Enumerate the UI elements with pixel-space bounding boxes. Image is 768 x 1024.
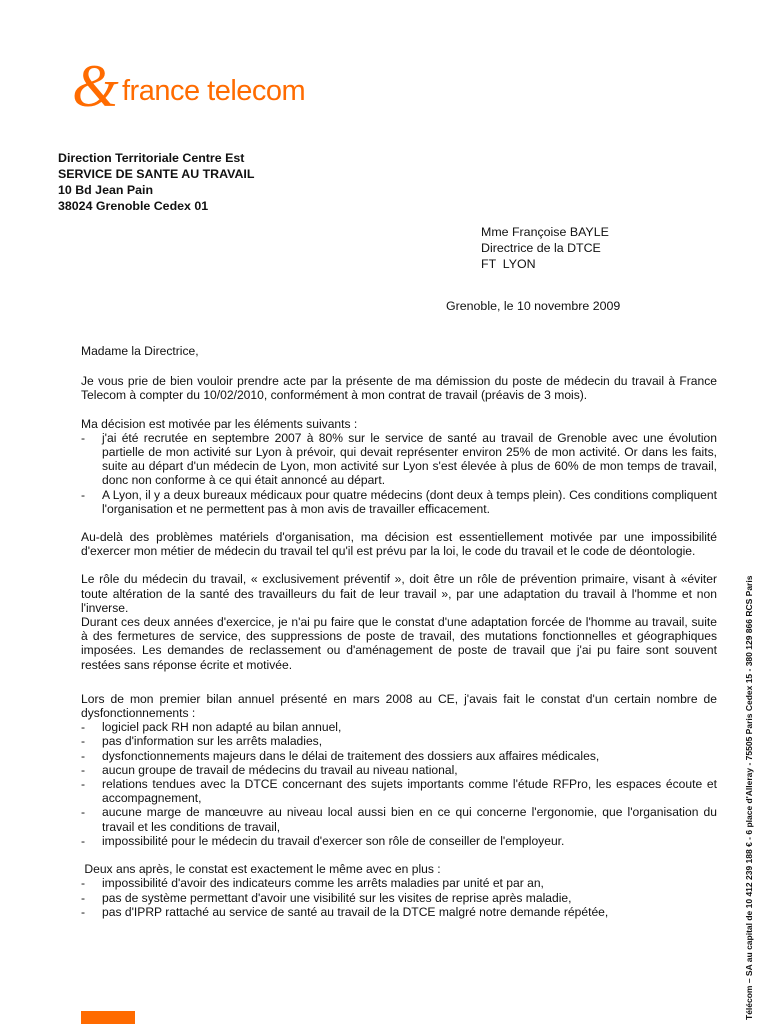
paragraph-first-report-intro: Lors de mon premier bilan annuel présenté en mars 2008 au CE, j'avais fait le constat d'un certain nombre de dysfonctionnements : [81, 691, 717, 721]
france-telecom-logo [72, 53, 317, 119]
sender-line-4: 38024 Grenoble Cedex 01 [58, 199, 209, 213]
dysfunction-item: - aucune marge de manœuvre au niveau local aussi bien en ce qui concerne l'ergonomie, que l'organisation du travail et les conditions de travail, [81, 805, 717, 833]
reason-item: - j'ai été recrutée en septembre 2007 à 80% sur le service de santé au travail de Grenoble avec une évolution partielle de mon activité sur Lyon à prévoir, qui devait représenter environ 25% de mon activité. Or dans les faits, suite au départ d'un médecin de Lyon, mon activité sur Lyon s'est élevée à plus de 60% de mon temps de travail, donc non conforme à ce qui était annoncé au départ. [81, 431, 717, 488]
footer-orange-bar [81, 1011, 135, 1024]
dysfunction-item: - dysfonctionnements majeurs dans le délai de traitement des dossiers aux affaires médicales, [81, 749, 717, 763]
dysfunction-item: - aucun groupe de travail de médecins du travail au niveau national, [81, 763, 717, 777]
dysfunction-item: - logiciel pack RH non adapté au bilan annuel, [81, 720, 717, 734]
paragraph-experience: Durant ces deux années d'exercice, je n'ai pu faire que le constat d'une adaptation forcée de l'homme au travail, suite à des fermetures de service, des suppressions de poste de travail, des mutations fonctionnelles et géographiques imposées. Les demandes de reclassement ou d'aménagement de poste de travail que j'ai pu faire sont souvent restées sans réponse écrite et motivée. [81, 615, 717, 672]
sender-line-1: Direction Territoriale Centre Est [58, 151, 245, 165]
paragraph-two-years-intro: Deux ans après, le constat est exactement le même avec en plus : [81, 862, 441, 877]
reason-item: - A Lyon, il y a deux bureaux médicaux pour quatre médecins (dont deux à temps plein). Ces conditions compliquent l'organisation et ne permettent pas à mon avis de travailler efficacement. [81, 488, 717, 516]
dysfunction-item: - relations tendues avec la DTCE concernant des sujets importants comme l'étude RFPro, les espaces écoute et accompagnement, [81, 777, 717, 805]
recipient-line-2: Directrice de la DTCE [481, 241, 601, 255]
logo-wordmark: france telecom [122, 75, 306, 107]
additional-issue-item: - pas d'IPRP rattaché au service de santé au travail de la DTCE malgré notre demande répétée, [81, 905, 717, 919]
recipient-line-3: FT LYON [481, 257, 536, 271]
paragraph-motivation: Au-delà des problèmes matériels d'organisation, ma décision est essentiellement motivée par une impossibilité d'exercer mon métier de médecin du travail tel qu'il est prévu par la loi, le code du travail et le code de déontologie. [81, 530, 717, 559]
dysfunction-item: - impossibilité pour le médecin du travail d'exercer son rôle de conseiller de l'employeur. [81, 834, 717, 848]
additional-issue-item: - impossibilité d'avoir des indicateurs comme les arrêts maladies par unité et par an, [81, 876, 717, 890]
letter-body [81, 344, 717, 919]
dysfunction-item: - pas d'information sur les arrêts maladies, [81, 734, 717, 748]
logo-ampersand-mark: & [72, 53, 119, 119]
sender-line-3: 10 Bd Jean Pain [58, 183, 154, 197]
recipient-address-block [481, 224, 609, 272]
paragraph-resignation: Je vous prie de bien vouloir prendre acte par la présente de ma démission du poste de médecin du travail à France Telecom à compter du 10/02/2010, conformément à mon contrat de travail (préavis de 3 mois). [81, 374, 717, 403]
paragraph-role: Le rôle du médecin du travail, « exclusivement préventif », doit être un rôle de prévention primaire, visant à «éviter toute altération de la santé des travailleurs du fait de leur travail », par une adaptation du travail à l'homme et non l'inverse. [81, 572, 717, 615]
letter-date: Grenoble, le 10 novembre 2009 [446, 299, 621, 313]
recipient-line-1: Mme Françoise BAYLE [481, 225, 609, 239]
sender-line-2: SERVICE DE SANTE AU TRAVAIL [58, 167, 255, 181]
paragraph-reasons-intro: Ma décision est motivée par les éléments suivants : [81, 416, 358, 431]
additional-issue-item: - pas de système permettant d'avoir une visibilité sur les visites de reprise après maladie, [81, 891, 717, 905]
company-legal-sidebar: Télécom – SA au capital de 10 412 239 188 € - 6 place d'Alleray - 75505 Paris Cedex 15 - 380 129 866 RCS Paris [744, 575, 754, 1020]
sender-address-block [58, 150, 254, 214]
salutation: Madame la Directrice, [81, 344, 199, 358]
